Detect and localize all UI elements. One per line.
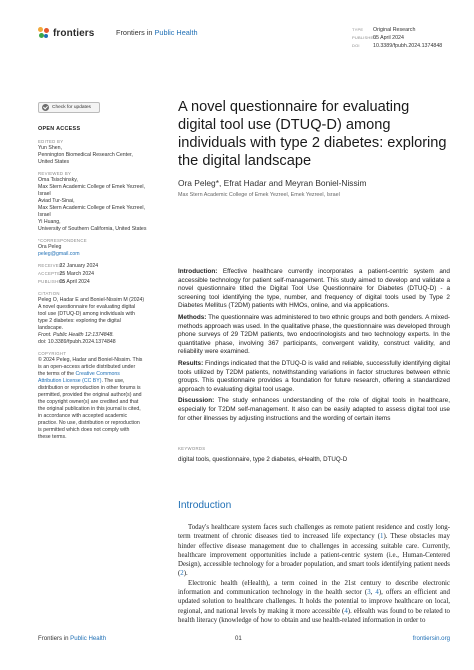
correspondence-email-link[interactable]: peleg@gmail.com [38,251,80,257]
reference-link[interactable]: 3 [367,589,371,597]
open-access-label: OPEN ACCESS [38,126,81,132]
journal-name[interactable]: Frontiers in Public Health [116,28,198,37]
edited-by: Yun Shen, Pennington Biomedical Research Center, United States [38,145,133,165]
intro-paragraph-1: Today's healthcare system faces such challenges as remote patient residence and costly long-term treatment of chronic diseases tied to increased life expectancy (1). These obstacles may hinder effective disease management due to challenges in accessing suitable care. Currently, healthcare improvement opportunities include a patient-centric system (i.e., Human-Centered Design), accessible technology for a broader population, and smart tools identifying patient needs (2). [178,524,450,578]
article-meta [352,26,474,51]
keywords-label: KEYWORDS [178,446,206,451]
abstract-methods: Methods: The questionnaire was administered to two ethnic groups and both genders. A mixed-methods approach was used. In the qualitative phase, the questionnaire was developed through phone surveys of 29 T2DM patients, two endocrinologists and two technology experts. In the quantitative phase, involving 367 participants, convergent validity, construct validity, and reliability were examined. [178,313,450,356]
copyright: © 2024 Peleg, Hadar and Boniel-Nissim. This is an open-access article distributed under the terms of the Creative Commons Attribution License (CC BY). The use, distribution or reproduction in other forums is permitted, provided the original author(s) and the copyright owner(s) are credited and that the original publication in this journal is cited, in accordance with accepted academic practice. No use, distribution or reproduction is permitted which does not comply with these terms. [38,357,143,440]
reference-link[interactable]: 1 [380,533,384,541]
intro-paragraph-2: Electronic health (eHealth), a term coined in the 21st century to describe electronic information and communication technology in the health sector (3, 4), offers an efficient and updated solution to healthcare challenges. It holds the potential to improve healthcare on local, regional, and national levels by making it more accessible (4). eHealth was found to be related to health literacy (knowledge of how to obtain and use health-related information in order to [178,579,451,624]
authors: Ora Peleg*, Efrat Hadar and Meyran Boniel-Nissim [178,178,367,188]
frontiers-logo[interactable] [38,27,94,39]
abstract-discussion: Discussion: The study enhances understanding of the role of digital tools in healthcare, especially for T2DM self-management. It also can be easily adapted to assess digital tool use for other illnesses by adjusting instructions and the wording of certain items [178,397,450,422]
frontiers-logo-icon [38,27,50,39]
cc-license-link[interactable]: Creative Commons [75,371,120,377]
footer-site-link[interactable]: frontiersin.org [412,635,450,642]
meta-doi[interactable]: DOI 10.3389/fpubh.2024.1374848 [352,43,443,50]
abstract-introduction: Introduction: Effective healthcare currently incorporates a patient-centric system and accessible technology for patient self-management. This study aimed to develop and validate a novel questionnaire titled the Digital Tool Use Questionnaire for Diabetes (DTUQ-D) - a screening tool identifying the type, number, and frequency of digital tools used by Type 2 Diabetes Mellitus (T2DM) patients with HMOs, online, and via applications. [178,268,450,310]
citation: Peleg O, Hadar E and Boniel-Nissim M (2024) A novel questionnaire for evaluating digital tool use (DTUQ-D) among individuals with type 2 diabetes: exploring the digital landscape. Front. Public Health 12:1374848. doi: 10.3389/fpubh.2024.1374848 [38,297,145,345]
keywords: digital tools, questionnaire, type 2 diabetes, eHealth, DTUQ-D [178,456,348,463]
page-header [38,22,454,52]
introduction-heading: Introduction [178,500,232,511]
footer-journal[interactable]: Frontiers in Public Health [38,635,107,642]
abstract [178,268,450,426]
cc-by-link[interactable]: Attribution License (CC BY) [38,378,102,384]
copyright-label: COPYRIGHT [38,351,67,356]
citation-label: CITATION [38,291,60,296]
correspondence-label: *CORRESPONDENCE [38,238,87,243]
reviewed-by: Oma Tsischinsky, Max Stern Academic College of Emek Yezreel, Israel Aviad Tur-Sinai, Max Stern Academic College of Emek Yezreel, Israel Yi Huang, University of Southern California, United States [38,177,147,232]
meta-published: PUBLISHED05 April 2024 [352,35,404,42]
page-number: 01 [235,635,242,642]
check-icon [42,104,49,111]
reference-link[interactable]: 4 [375,589,379,597]
affiliation: Max Stern Academic College of Emek Yezreel, Emek Yezreel, Israel [178,192,340,198]
reference-link[interactable]: 4 [344,607,348,615]
sidebar [38,102,168,441]
logo-text: frontiers [53,27,95,39]
reference-link[interactable]: 2 [180,570,184,578]
title-block [178,98,450,198]
correspondence: Ora Peleg peleg@gmail.com [38,244,168,258]
reviewed-by-label: REVIEWED BY [38,171,72,176]
meta-type: TYPE Original Research [352,27,416,33]
dates: RECEIVED 22 January 2024 ACCEPTED 25 March 2024 PUBLISHED 05 April 2024 [38,263,99,285]
introduction-body [178,523,450,625]
check-for-updates-button[interactable]: Check for updates [38,102,100,113]
abstract-results: Results: Findings indicated that the DTUQ-D is valid and reliable, successfully identifying digital tools utilized by T2DM patients, notwithstanding variations in factor structures between ethnic groups. This questionnaire provides a foundation for future research, offering a standardized approach to evaluating digital tool usage. [178,359,450,393]
edited-by-label: EDITED BY [38,139,64,144]
article-title: A novel questionnaire for evaluating digital tool use (DTUQ-D) among individuals with type 2 diabetes: exploring the digital landscape [178,99,447,169]
